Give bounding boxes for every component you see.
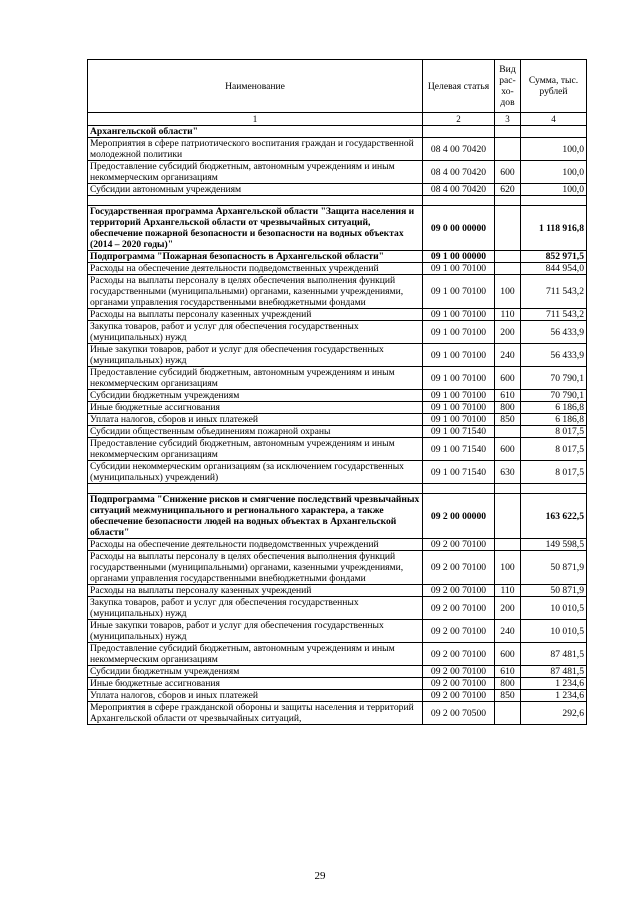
page-number: 29 xyxy=(314,870,326,882)
row-expense-type: 200 xyxy=(495,597,521,620)
row-name: Расходы на обеспечение деятельности подведомственных учреждений xyxy=(88,539,423,551)
row-target-article: 09 1 00 70100 xyxy=(423,321,495,344)
row-target-article: 09 2 00 70100 xyxy=(423,597,495,620)
row-target-article: 09 2 00 70100 xyxy=(423,551,495,585)
row-expense-type: 110 xyxy=(495,585,521,597)
row-sum: 149 598,5 xyxy=(521,539,587,551)
row-name: Предоставление субсидий бюджетным, автономным учреждениям и иным некоммерческим организациям xyxy=(88,367,423,390)
table-row xyxy=(88,321,587,344)
budget-table xyxy=(87,59,587,725)
table-body xyxy=(88,126,587,725)
row-sum: 8 017,5 xyxy=(521,438,587,461)
row-sum: 852 971,5 xyxy=(521,251,587,263)
table-row xyxy=(88,678,587,690)
row-name: Архангельской области" xyxy=(88,126,423,138)
spacer-cell xyxy=(423,484,495,494)
table-row xyxy=(88,367,587,390)
row-name: Субсидии бюджетным учреждениям xyxy=(88,390,423,402)
row-target-article: 08 4 00 70420 xyxy=(423,184,495,196)
row-name: Предоставление субсидий бюджетным, автономным учреждениям и иным некоммерческим организациям xyxy=(88,161,423,184)
table-row xyxy=(88,702,587,725)
row-name: Уплата налогов, сборов и иных платежей xyxy=(88,414,423,426)
spacer-cell xyxy=(521,196,587,206)
spacer-cell xyxy=(423,196,495,206)
row-sum: 8 017,5 xyxy=(521,461,587,484)
spacer-cell xyxy=(88,196,423,206)
row-name: Предоставление субсидий бюджетным, автономным учреждениям и иным некоммерческим организациям xyxy=(88,643,423,666)
row-expense-type: 240 xyxy=(495,620,521,643)
row-sum: 1 234,6 xyxy=(521,690,587,702)
row-target-article: 09 2 00 70100 xyxy=(423,690,495,702)
table-row xyxy=(88,263,587,275)
row-target-article: 09 1 00 71540 xyxy=(423,426,495,438)
row-expense-type: 100 xyxy=(495,275,521,309)
row-sum: 56 433,9 xyxy=(521,344,587,367)
row-target-article: 08 4 00 70420 xyxy=(423,138,495,161)
table-row xyxy=(88,643,587,666)
row-expense-type: 610 xyxy=(495,390,521,402)
row-target-article: 09 2 00 70100 xyxy=(423,666,495,678)
row-expense-type: 610 xyxy=(495,666,521,678)
row-target-article: 09 2 00 00000 xyxy=(423,494,495,539)
row-target-article: 09 1 00 70100 xyxy=(423,390,495,402)
row-sum: 163 622,5 xyxy=(521,494,587,539)
row-expense-type: 100 xyxy=(495,551,521,585)
row-name: Иные закупки товаров, работ и услуг для обеспечения государственных (муниципальных) нужд xyxy=(88,344,423,367)
row-sum: 711 543,2 xyxy=(521,275,587,309)
row-name: Мероприятия в сфере патриотического воспитания граждан и государственной молодежной политики xyxy=(88,138,423,161)
row-name: Субсидии автономным учреждениям xyxy=(88,184,423,196)
table-row xyxy=(88,126,587,138)
row-sum: 87 481,5 xyxy=(521,666,587,678)
spacer-cell xyxy=(495,196,521,206)
row-sum: 711 543,2 xyxy=(521,309,587,321)
row-expense-type: 850 xyxy=(495,414,521,426)
table-row xyxy=(88,161,587,184)
table-row xyxy=(88,251,587,263)
row-name: Подпрограмма "Пожарная безопасность в Архангельской области" xyxy=(88,251,423,263)
row-expense-type: 800 xyxy=(495,402,521,414)
table-row xyxy=(88,184,587,196)
header-target-article: Целевая статья xyxy=(423,60,495,113)
row-name: Расходы на выплаты персоналу казенных учреждений xyxy=(88,585,423,597)
spacer-cell xyxy=(495,484,521,494)
spacer-cell xyxy=(88,484,423,494)
table-row xyxy=(88,494,587,539)
table-row xyxy=(88,206,587,251)
row-expense-type: 200 xyxy=(495,321,521,344)
row-target-article: 09 2 00 70500 xyxy=(423,702,495,725)
column-number: 3 xyxy=(495,113,521,126)
row-expense-type xyxy=(495,126,521,138)
table-row xyxy=(88,690,587,702)
row-target-article: 09 1 00 70100 xyxy=(423,344,495,367)
row-sum: 6 186,8 xyxy=(521,402,587,414)
header-expense-type: Вид рас-хо-дов xyxy=(495,60,521,113)
row-name: Расходы на выплаты персоналу в целях обеспечения выполнения функций государственными (муниципальными) органами, казенными учреждениями, органами управления государственными внебюджетными фондами xyxy=(88,551,423,585)
row-expense-type xyxy=(495,702,521,725)
row-target-article: 09 1 00 70100 xyxy=(423,263,495,275)
row-expense-type: 600 xyxy=(495,367,521,390)
row-sum: 844 954,0 xyxy=(521,263,587,275)
row-target-article: 09 1 00 70100 xyxy=(423,367,495,390)
row-expense-type xyxy=(495,539,521,551)
row-sum: 87 481,5 xyxy=(521,643,587,666)
row-sum: 8 017,5 xyxy=(521,426,587,438)
table-row xyxy=(88,426,587,438)
row-name: Субсидии общественным объединениям пожарной охраны xyxy=(88,426,423,438)
table-row xyxy=(88,402,587,414)
row-target-article: 09 1 00 00000 xyxy=(423,251,495,263)
column-number: 1 xyxy=(88,113,423,126)
row-sum: 10 010,5 xyxy=(521,597,587,620)
row-expense-type: 240 xyxy=(495,344,521,367)
row-sum: 100,0 xyxy=(521,138,587,161)
row-name: Закупка товаров, работ и услуг для обеспечения государственных (муниципальных) нужд xyxy=(88,597,423,620)
row-sum: 292,6 xyxy=(521,702,587,725)
row-expense-type: 850 xyxy=(495,690,521,702)
row-target-article: 09 1 00 70100 xyxy=(423,414,495,426)
row-name: Государственная программа Архангельской области "Защита населения и территорий Архангельской области от чрезвычайных ситуаций, обеспечение пожарной безопасности и безопасности на водных объектах (2014 – 2020 годы)" xyxy=(88,206,423,251)
row-expense-type: 600 xyxy=(495,643,521,666)
row-sum: 1 234,6 xyxy=(521,678,587,690)
row-target-article: 09 2 00 70100 xyxy=(423,643,495,666)
row-sum: 100,0 xyxy=(521,161,587,184)
table-row xyxy=(88,597,587,620)
table-row xyxy=(88,414,587,426)
row-sum: 56 433,9 xyxy=(521,321,587,344)
row-expense-type: 800 xyxy=(495,678,521,690)
row-target-article: 09 0 00 00000 xyxy=(423,206,495,251)
table-row xyxy=(88,438,587,461)
row-target-article: 09 1 00 71540 xyxy=(423,438,495,461)
row-sum xyxy=(521,126,587,138)
spacer-row xyxy=(88,196,587,206)
row-target-article: 08 4 00 70420 xyxy=(423,161,495,184)
table-row xyxy=(88,309,587,321)
row-name: Закупка товаров, работ и услуг для обеспечения государственных (муниципальных) нужд xyxy=(88,321,423,344)
row-sum: 1 118 916,8 xyxy=(521,206,587,251)
row-target-article: 09 2 00 70100 xyxy=(423,678,495,690)
row-name: Иные бюджетные ассигнования xyxy=(88,402,423,414)
row-expense-type xyxy=(495,263,521,275)
row-name: Мероприятия в сфере гражданской обороны и защиты населения и территорий Архангельской области от чрезвычайных ситуаций, xyxy=(88,702,423,725)
row-name: Расходы на выплаты персоналу в целях обеспечения выполнения функций государственными (муниципальными) органами, казенными учреждениями, органами управления государственными внебюджетными фондами xyxy=(88,275,423,309)
row-sum: 70 790,1 xyxy=(521,367,587,390)
row-expense-type: 630 xyxy=(495,461,521,484)
row-expense-type: 600 xyxy=(495,161,521,184)
row-sum: 50 871,9 xyxy=(521,551,587,585)
row-name: Субсидии некоммерческим организациям (за исключением государственных (муниципальных) учреждений) xyxy=(88,461,423,484)
row-target-article: 09 1 00 70100 xyxy=(423,275,495,309)
row-name: Уплата налогов, сборов и иных платежей xyxy=(88,690,423,702)
table-row xyxy=(88,275,587,309)
row-target-article: 09 1 00 70100 xyxy=(423,402,495,414)
header-name: Наименование xyxy=(88,60,423,113)
row-target-article: 09 1 00 71540 xyxy=(423,461,495,484)
table-row xyxy=(88,138,587,161)
row-name: Иные закупки товаров, работ и услуг для обеспечения государственных (муниципальных) нужд xyxy=(88,620,423,643)
table-row xyxy=(88,551,587,585)
table-row xyxy=(88,666,587,678)
row-name: Расходы на выплаты персоналу казенных учреждений xyxy=(88,309,423,321)
row-expense-type xyxy=(495,426,521,438)
row-target-article xyxy=(423,126,495,138)
table-row xyxy=(88,585,587,597)
row-sum: 50 871,9 xyxy=(521,585,587,597)
row-expense-type xyxy=(495,251,521,263)
row-sum: 10 010,5 xyxy=(521,620,587,643)
row-name: Субсидии бюджетным учреждениям xyxy=(88,666,423,678)
column-number: 4 xyxy=(521,113,587,126)
row-target-article: 09 1 00 70100 xyxy=(423,309,495,321)
row-sum: 70 790,1 xyxy=(521,390,587,402)
table-header-row xyxy=(88,60,587,113)
column-number: 2 xyxy=(423,113,495,126)
row-expense-type: 600 xyxy=(495,438,521,461)
table-row xyxy=(88,344,587,367)
spacer-row xyxy=(88,484,587,494)
row-sum: 100,0 xyxy=(521,184,587,196)
row-target-article: 09 2 00 70100 xyxy=(423,585,495,597)
row-expense-type xyxy=(495,138,521,161)
row-name: Подпрограмма "Снижение рисков и смягчение последствий чрезвычайных ситуаций межмуниципального и регионального характера, а также обеспечение безопасности людей на водных объектах в Архангельской области" xyxy=(88,494,423,539)
row-expense-type xyxy=(495,494,521,539)
header-sum: Сумма, тыс. рублей xyxy=(521,60,587,113)
table-row xyxy=(88,461,587,484)
row-sum: 6 186,8 xyxy=(521,414,587,426)
table-row xyxy=(88,539,587,551)
row-expense-type: 620 xyxy=(495,184,521,196)
table-row xyxy=(88,620,587,643)
row-name: Иные бюджетные ассигнования xyxy=(88,678,423,690)
row-target-article: 09 2 00 70100 xyxy=(423,539,495,551)
spacer-cell xyxy=(521,484,587,494)
row-expense-type: 110 xyxy=(495,309,521,321)
row-expense-type xyxy=(495,206,521,251)
table-row xyxy=(88,390,587,402)
row-name: Расходы на обеспечение деятельности подведомственных учреждений xyxy=(88,263,423,275)
column-number-row xyxy=(88,113,587,126)
row-target-article: 09 2 00 70100 xyxy=(423,620,495,643)
row-name: Предоставление субсидий бюджетным, автономным учреждениям и иным некоммерческим организациям xyxy=(88,438,423,461)
